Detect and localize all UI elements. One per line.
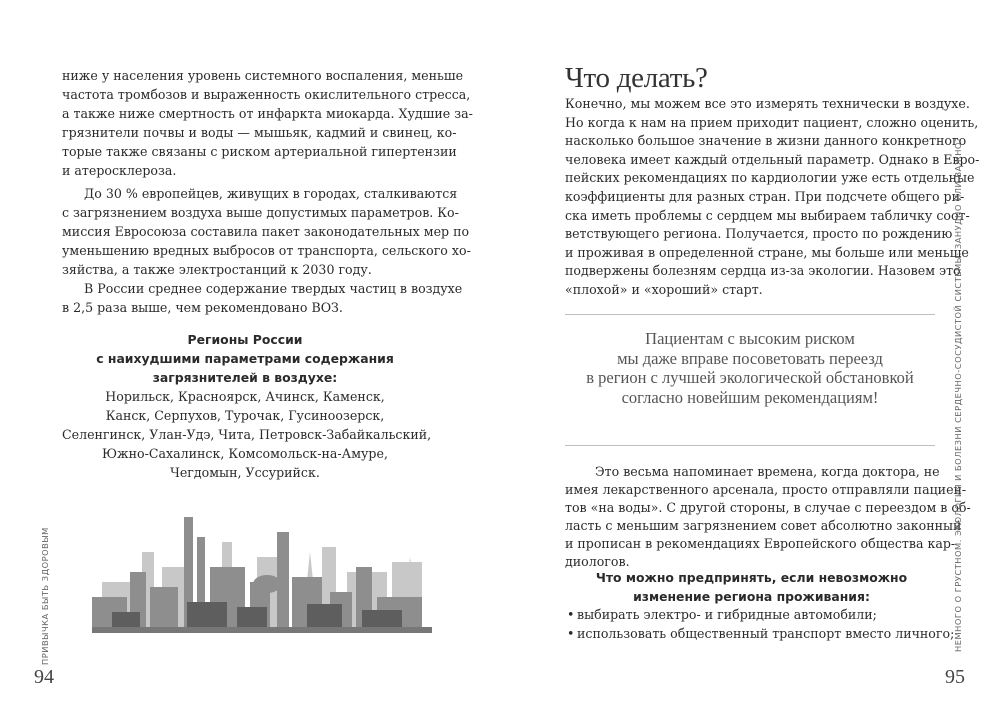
body-line: и прописан в рекомендациях Европейского общества кар-: [565, 536, 956, 551]
body-line: торые также связаны с риском артериальной гипертензии: [62, 144, 457, 159]
body-line: человека имеет каждый отдельный параметр. Однако в Евро-: [565, 151, 980, 167]
body-line: пейских рекомендациях по кардиологии уже есть отдельные: [565, 170, 975, 186]
body-line: «плохой» и «хороший» старт.: [565, 282, 763, 297]
bullet-icon: •: [567, 625, 575, 641]
body-line: частота тромбозов и выраженность окислительного стресса,: [62, 87, 471, 102]
body-line: коэффициенты для разных стран. При подсчете общего ри-: [565, 189, 965, 204]
body-line: грязнители почвы и воды — мышьяк, кадмий и свинец, ко-: [62, 125, 457, 140]
right-running-head: НЕМНОГО О ГРУСТНОМ. ЭКОЛОГИЯ И БОЛЕЗНИ СЕРДЕЧНО-СОСУДИСТОЙ СИСТЕМЫ: ЗАНУДНО ИЛИ ВАЖНО?: [953, 137, 963, 652]
body-line: Это весьма напоминает времена, когда доктора, не: [595, 464, 940, 479]
body-line: насколько большое значение в жизни данного конкретного: [565, 133, 967, 149]
list-title-line: Что можно предпринять, если невозможно: [595, 570, 908, 585]
bullet-item: выбирать электро- и гибридные автомобили;: [577, 607, 877, 622]
region-line: Южно-Сахалинск, Комсомольск-на-Амуре,: [102, 446, 388, 461]
body-line: подвержены болезням сердца из-за экологии. Назовем это: [565, 263, 961, 279]
region-line: Канск, Серпухов, Турочак, Гусиноозерск,: [105, 408, 385, 423]
industrial-skyline-illustration: [92, 512, 432, 637]
page-number-right: 95: [945, 666, 965, 688]
body-line: имея лекарственного арсенала, просто отправляли пациен-: [565, 482, 967, 497]
body-line: До 30 % европейцев, живущих в городах, сталкиваются: [84, 186, 458, 201]
body-line: с загрязнением воздуха выше допустимых параметров. Ко-: [62, 205, 459, 220]
quote-line: Пациентам с высоким риском: [645, 329, 855, 348]
region-line: Чегдомын, Уссурийск.: [170, 465, 320, 480]
quote-line: в регион с лучшей экологической обстановкой: [586, 368, 914, 387]
list-title-line: изменение региона проживания:: [633, 588, 870, 604]
body-line: ласть с меньшим загрязнением совет абсолютно законный: [565, 518, 962, 533]
page-number-left: 94: [34, 666, 54, 688]
body-line: в 2,5 раза выше, чем рекомендовано ВОЗ.: [62, 300, 343, 315]
quote-line: согласно новейшим рекомендациям!: [621, 387, 879, 407]
box-title-line: загрязнителей в воздухе:: [152, 370, 338, 385]
body-line: Но когда к нам на прием приходит пациент, сложно оценить,: [565, 114, 979, 130]
body-line: диологов.: [565, 554, 630, 569]
left-running-head: ПРИВЫЧКА БЫТЬ ЗДОРОВЫМ: [40, 527, 50, 665]
body-line: и проживая в определенной стране, мы больше или меньше: [565, 244, 969, 260]
body-line: уменьшению вредных выбросов от транспорта, сельского хо-: [62, 243, 471, 258]
bullet-item: использовать общественный транспорт вместо личного;: [577, 625, 955, 641]
body-line: а также ниже смертность от инфаркта миокарда. Худшие за-: [62, 106, 473, 121]
section-heading: Что делать?: [565, 62, 708, 94]
body-line: ниже у населения уровень системного воспаления, меньше: [62, 68, 464, 83]
body-line: Конечно, мы можем все это измерять технически в воздухе.: [565, 96, 970, 111]
body-line: зяйства, а также электростанций к 2030 году.: [62, 262, 372, 277]
body-line: тов «на воды». С другой стороны, в случае с переездом в об-: [565, 500, 971, 515]
body-line: В России среднее содержание твердых частиц в воздухе: [84, 281, 463, 296]
body-line: ска иметь проблемы с сердцем мы выбираем табличку соот-: [565, 207, 970, 223]
box-title-line: с наихудшими параметрами содержания: [96, 351, 394, 366]
body-line: ветствующего региона. Получается, просто по рождению: [565, 226, 953, 242]
bullet-icon: •: [567, 607, 575, 622]
box-title-line: Регионы России: [187, 332, 303, 347]
region-line: Норильск, Красноярск, Ачинск, Каменск,: [105, 389, 385, 404]
region-line: Селенгинск, Улан-Удэ, Чита, Петровск-Забайкальский,: [62, 427, 432, 442]
body-line: миссия Евросоюза составила пакет законодательных мер по: [62, 224, 470, 239]
body-line: и атеросклероза.: [62, 163, 177, 178]
quote-bottom-rule: [565, 445, 935, 446]
quote-line: мы даже вправе посоветовать переезд: [617, 348, 883, 368]
quote-top-rule: [565, 314, 935, 315]
